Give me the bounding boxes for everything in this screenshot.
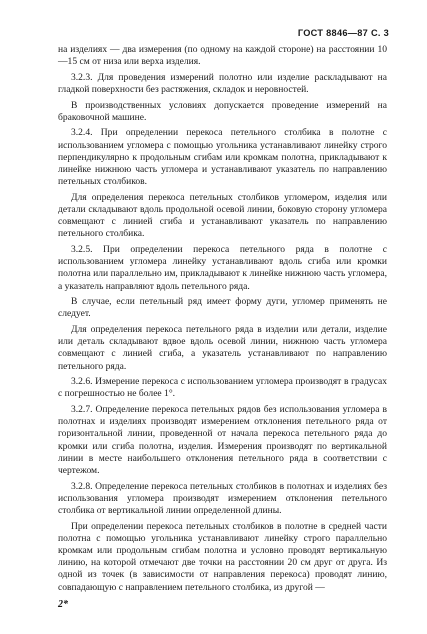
page-signature-mark: 2* [58,599,68,610]
paragraph: 3.2.5. При определении перекоса петельного ряда в полотне с использованием угломера линейку устанавливают вдоль сгиба или кромки полотна или параллельно им, прикладывают к линейке нижнюю часть угломера, а указатель направляют вдоль петельного ряда. [58,244,387,292]
paragraph: на изделиях — два измерения (по одному на каждой стороне) на расстоянии 10—15 см от низа или верха изделия. [58,44,387,68]
paragraph: 3.2.3. Для проведения измерений полотно или изделие раскладывают на гладкой поверхности без растяжения, складок и неровностей. [58,71,387,95]
document-body [58,44,387,597]
paragraph: В случае, если петельный ряд имеет форму дуги, угломер применять не следует. [58,296,387,320]
paragraph: При определении перекоса петельных столбиков в полотне в средней части полотна с помощью угольника устанавливают линейку строго параллельно кромкам или продольным сгибам полотна и условно проводят вертикальную линию, на которой отмечают две точки на расстоянии 20 см друг от друга. Из одной из точек (в зависимости от направления перекоса) проводят линию, совпадающую с направлением петельного столбика, из другой — [58,520,387,593]
paragraph: Для определения перекоса петельных столбиков угломером, изделия или детали складывают вдоль продольной осевой линии, боковую сторону угломера совмещают с линией сгиба и устанавливают указатель по направлению петельного столбика. [58,191,387,240]
page-header: ГОСТ 8846—87 С. 3 [297,28,389,38]
paragraph: 3.2.4. При определении перекоса петельного столбика в полотне с использованием угломера с помощью угольника устанавливают линейку строго перпендикулярно к продольным сгибам или кромкам полотна, прикладывают к линейке нижнюю часть угломера и устанавливают указатель по направлению петельных столбиков. [58,127,387,188]
paragraph: 3.2.8. Определение перекоса петельных столбиков в полотнах и изделиях без использования угломера производят измерением отклонения петельного столбика от вертикальной линии определенной длины. [58,480,387,517]
paragraph: 3.2.6. Измерение перекоса с использованием угломера производят в градусах с погрешностью не более 1°. [58,376,387,400]
paragraph: 3.2.7. Определение перекоса петельных рядов без использования угломера в полотнах и изделиях производят измерением отклонения петельного ряда от горизонтальной линии, проведенной от начала перекоса петельного ряда до кромки или сгиба полотна, изделия. Измерения производят по вертикальной линии в месте наибольшего отклонения петельного ряда в соответствии с чертежом. [58,404,387,477]
paragraph: Для определения перекоса петельного ряда в изделии или детали, изделие или деталь складывают вдвое вдоль осевой линии, нижнюю часть угломера совмещают с линией сгиба, а указатель устанавливают по направлению петельного ряда. [58,324,387,372]
paragraph: В производственных условиях допускается проведение измерений на браковочной машине. [58,99,387,123]
